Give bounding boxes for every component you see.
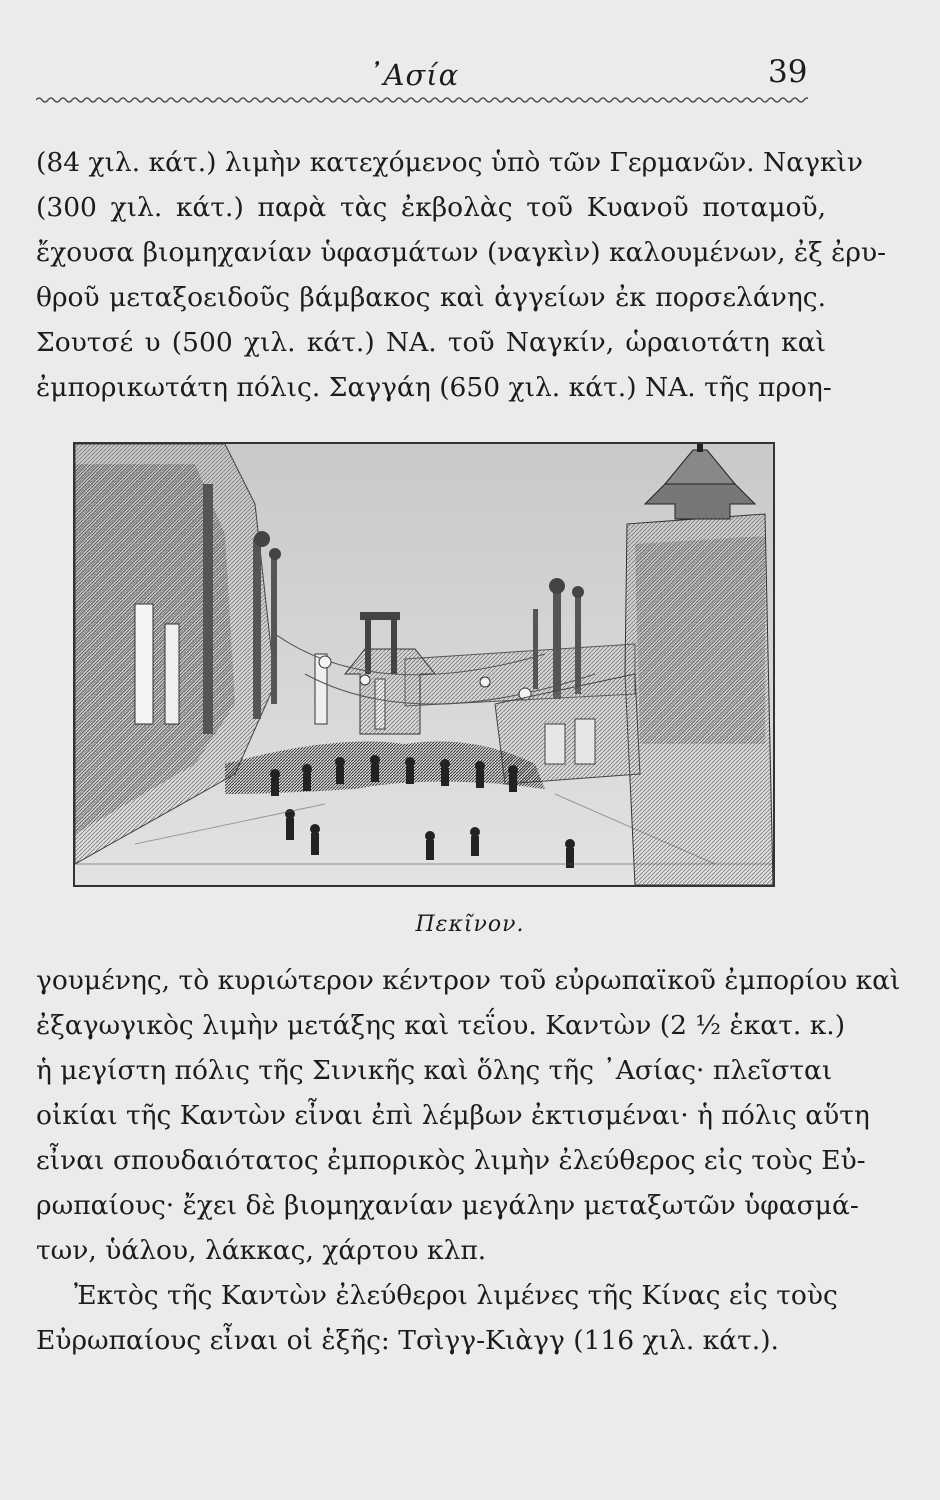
text-line: Εὐρωπαίους εἶναι οἱ ἑξῆς: Τσὶγγ-Κιὰγγ (116 χιλ. κάτ.). bbox=[36, 1325, 779, 1356]
page-number: 39 bbox=[768, 54, 808, 90]
text-line: ἔχουσα βιομηχανίαν ὑφασμάτων (ναγκὶν) καλουμένων, ἐξ ἐρυ- bbox=[36, 237, 887, 268]
line-segment: (84 χιλ. κάτ.) λιμὴν κατεχόμενος ὑπὸ τῶν Γερμανῶν. Ναγκὶν bbox=[36, 147, 864, 178]
text-line: γουμένης, τὸ κυριώτερον κέντρον τοῦ εὐρωπαϊκοῦ ἐμπορίου καὶ bbox=[36, 965, 901, 996]
figure-caption: Πεκῖνον. bbox=[415, 912, 525, 937]
text-line: θροῦ μεταξοειδοῦς βάμβακος καὶ ἀγγείων ἐκ πορσελάνης. bbox=[36, 282, 826, 313]
street-scene-illustration bbox=[75, 444, 773, 885]
decorative-wavy-rule bbox=[36, 95, 808, 105]
running-title: ᾿Ασία bbox=[368, 58, 460, 92]
engraving-peking-street bbox=[73, 442, 775, 887]
paragraph-bottom bbox=[36, 958, 901, 1363]
text-line: Ἐκτὸς τῆς Καντὼν ἐλεύθεροι λιμένες τῆς Κίνας εἰς τοὺς bbox=[74, 1280, 838, 1311]
text-line: ἐμπορικωτάτη πόλις. Σαγγάη (650 χιλ. κάτ.) ΝΑ. τῆς προη- bbox=[36, 372, 832, 403]
text-line: των, ὑάλου, λάκκας, χάρτου κλπ. bbox=[36, 1235, 487, 1266]
text-line bbox=[36, 140, 864, 185]
text-line: (300 χιλ. κάτ.) παρὰ τὰς ἐκβολὰς τοῦ Κυανοῦ ποταμοῦ, bbox=[36, 192, 826, 223]
text-line: ἐξαγωγικὸς λιμὴν μετάξης καὶ τεΐου. Καντὼν (2 ½ ἑκατ. κ.) bbox=[36, 1010, 846, 1041]
text-line: οἰκίαι τῆς Καντὼν εἶναι ἐπὶ λέμβων ἐκτισμέναι· ἡ πόλις αὕτη bbox=[36, 1100, 870, 1131]
text-line: ρωπαίους· ἔχει δὲ βιομηχανίαν μεγάλην μεταξωτῶν ὑφασμά- bbox=[36, 1190, 859, 1221]
text-line: Σουτσέ υ (500 χιλ. κάτ.) ΝΑ. τοῦ Ναγκίν, ὡραιοτάτη καὶ bbox=[36, 327, 826, 358]
paragraph-top bbox=[36, 140, 887, 410]
text-line: εἶναι σπουδαιότατος ἐμπορικὸς λιμὴν ἐλεύθερος εἰς τοὺς Εὐ- bbox=[36, 1145, 866, 1176]
text-line: ἡ μεγίστη πόλις τῆς Σινικῆς καὶ ὅλης τῆς ᾿Ασίας· πλεῖσται bbox=[36, 1055, 833, 1086]
running-head bbox=[0, 52, 940, 92]
